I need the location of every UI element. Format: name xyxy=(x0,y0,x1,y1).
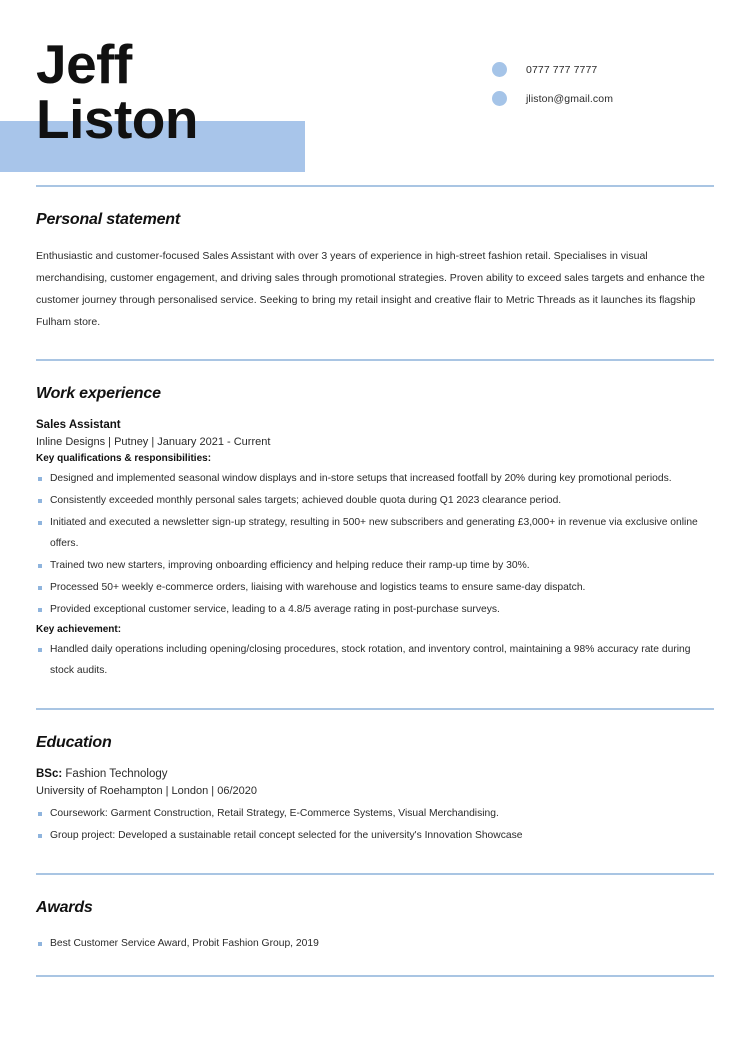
list-item: Coursework: Garment Construction, Retail Strategy, E-Commerce Systems, Visual Merchandising. xyxy=(36,803,714,824)
awards-title: Awards xyxy=(36,899,93,916)
resume-content xyxy=(0,185,750,977)
contact-phone-text: 0777 777 7777 xyxy=(526,63,598,76)
email-icon xyxy=(492,91,507,106)
qualifications-label: Key qualifications & responsibilities: xyxy=(36,453,212,464)
list-item: Best Customer Service Award, Probit Fashion Group, 2019 xyxy=(36,933,714,954)
section-awards xyxy=(36,899,714,954)
section-education xyxy=(36,734,714,846)
last-name: Liston xyxy=(36,88,198,150)
list-item: Consistently exceeded monthly personal sales targets; achieved double quota during Q1 2023 clearance period. xyxy=(36,490,714,511)
spacer xyxy=(36,847,714,873)
divider-footer xyxy=(36,975,714,977)
education-bullets xyxy=(36,803,714,846)
section-work-experience xyxy=(36,385,714,681)
spacer xyxy=(36,955,714,975)
personal-statement-body: Enthusiastic and customer-focused Sales Assistant with over 3 years of experience in high-street fashion retail. Specialises in visual merchandising, customer engagement, and driving sales through promotional strategies. Proven ability to exceed sales targets and enhance the customer journey through personalised service. Seeking to bring my retail insight and creative flair to Metric Threads as it launches its flagship Fulham store. xyxy=(36,250,705,328)
section-personal-statement xyxy=(36,211,714,333)
list-item: Group project: Developed a sustainable retail concept selected for the university's Innovation Showcase xyxy=(36,825,714,846)
work-experience-title: Work experience xyxy=(36,385,161,402)
list-item: Processed 50+ weekly e-commerce orders, liaising with warehouse and logistics teams to ensure same-day dispatch. xyxy=(36,577,714,598)
personal-statement-title: Personal statement xyxy=(36,211,181,228)
list-item: Designed and implemented seasonal window displays and in-store setups that increased footfall by 20% during key promotional periods. xyxy=(36,468,714,489)
spacer xyxy=(36,333,714,359)
education-meta: University of Roehampton | London | 06/2020 xyxy=(36,785,257,797)
list-item: Provided exceptional customer service, leading to a 4.8/5 average rating in post-purchase surveys. xyxy=(36,599,714,620)
contact-block xyxy=(492,62,712,120)
job-title: Sales Assistant xyxy=(36,419,121,431)
divider-personal-statement xyxy=(36,185,714,187)
divider-awards xyxy=(36,873,714,875)
job-meta: Inline Designs | Putney | January 2021 - Current xyxy=(36,436,271,448)
qualifications-list xyxy=(36,468,714,620)
education-degree-prefix: BSc: xyxy=(36,768,63,780)
list-item: Handled daily operations including opening/closing procedures, stock rotation, and inventory control, maintaining a 98% accuracy rate during stock audits. xyxy=(36,639,714,681)
list-item: Trained two new starters, improving onboarding efficiency and helping reduce their ramp-up time by 30%. xyxy=(36,555,714,576)
awards-bullets xyxy=(36,933,714,954)
list-item: Initiated and executed a newsletter sign-up strategy, resulting in 500+ new subscribers and generating £3,000+ in revenue via exclusive online offers. xyxy=(36,512,714,554)
education-degree-name: Fashion Technology xyxy=(65,768,168,780)
education-degree xyxy=(36,768,714,780)
contact-row-email[interactable] xyxy=(492,91,712,106)
achievement-list xyxy=(36,639,714,681)
resume-header xyxy=(0,0,750,185)
divider-education xyxy=(36,708,714,710)
education-title: Education xyxy=(36,734,112,751)
first-name: Jeff xyxy=(36,33,132,95)
achievement-label: Key achievement: xyxy=(36,624,122,635)
divider-work-experience xyxy=(36,359,714,361)
contact-email-text: jliston@gmail.com xyxy=(526,92,614,105)
name-block xyxy=(0,33,420,150)
phone-icon xyxy=(492,62,507,77)
contact-row-phone[interactable] xyxy=(492,62,712,77)
spacer xyxy=(36,682,714,708)
